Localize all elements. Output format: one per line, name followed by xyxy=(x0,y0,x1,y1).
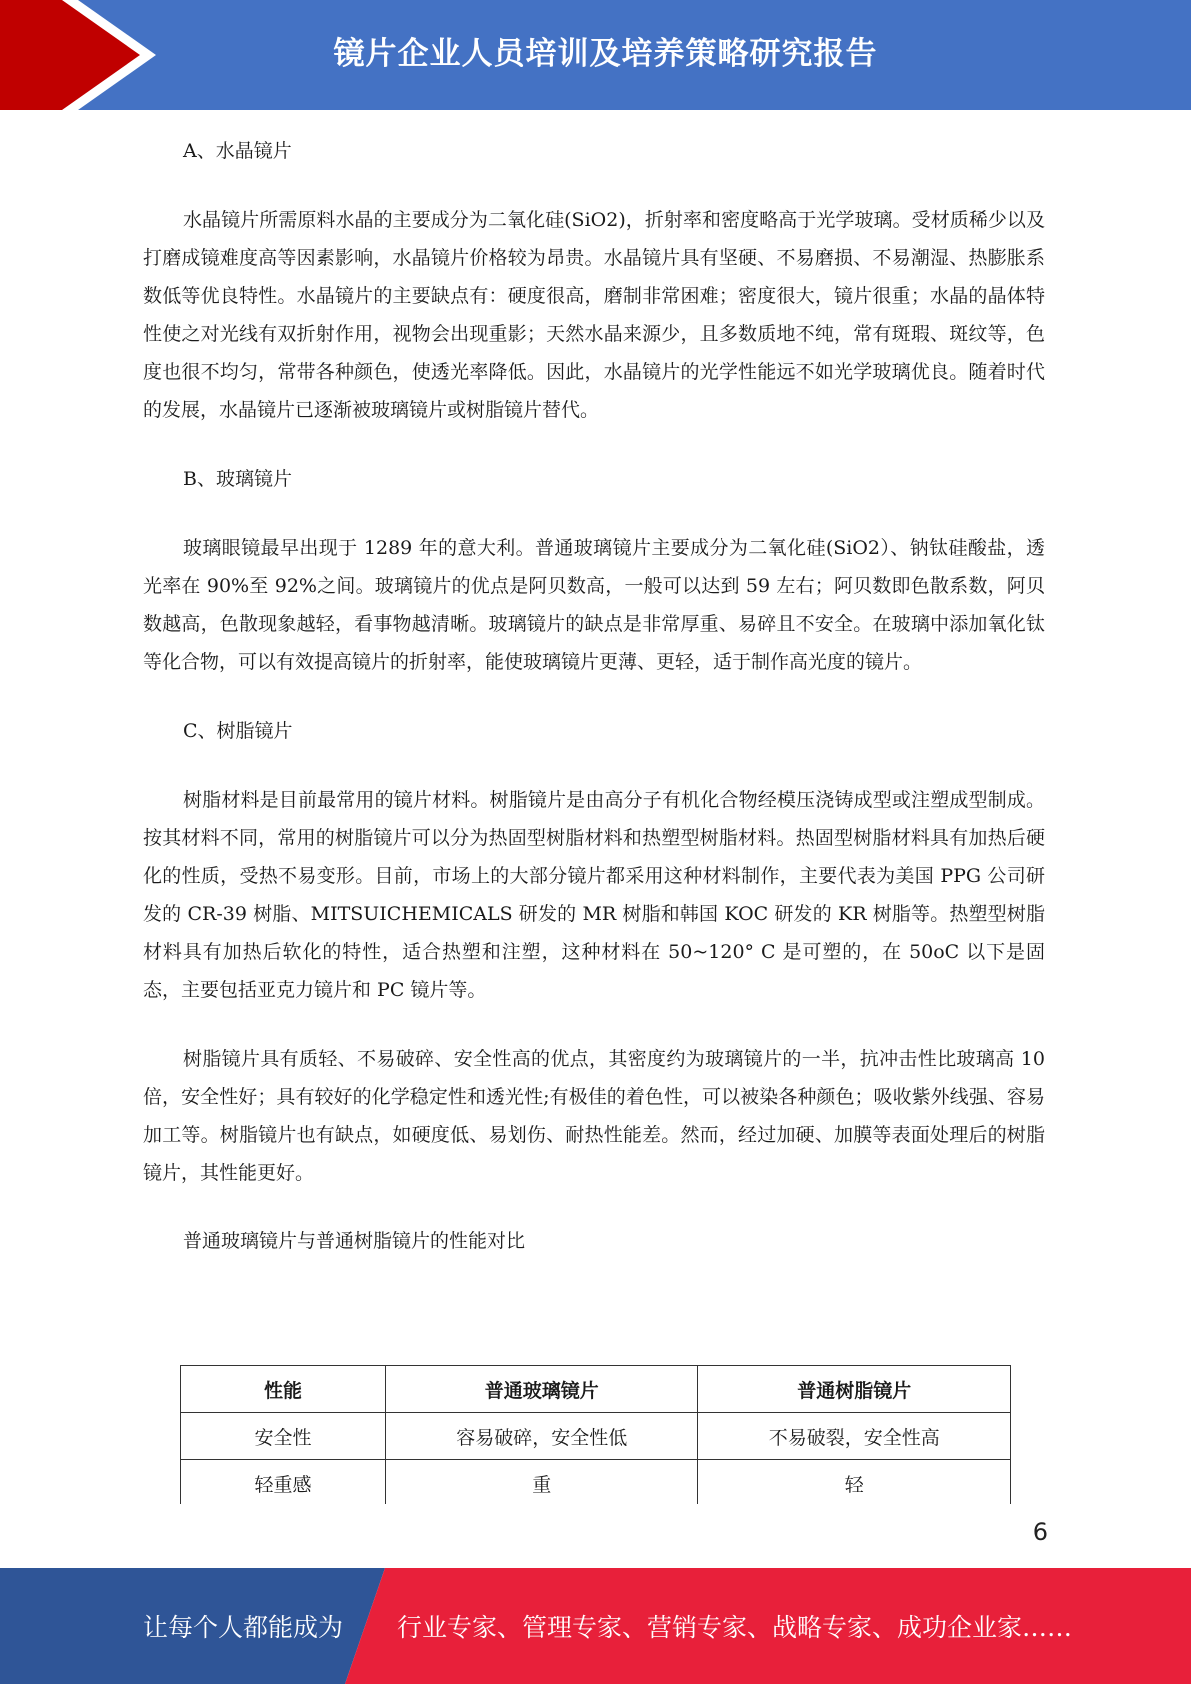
table-cell: 容易破碎，安全性低 xyxy=(385,1413,698,1460)
page-number: 6 xyxy=(1032,1518,1048,1546)
table-cell: 重 xyxy=(385,1460,698,1507)
table-continuation-mask xyxy=(0,1504,1191,1564)
section-c-paragraph-1: 树脂材料是目前最常用的镜片材料。树脂镜片是由高分子有机化合物经模压浇铸成型或注塑成型制成。按其材料不同，常用的树脂镜片可以分为热固型树脂材料和热塑型树脂材料。热固型树脂材料具有加热后硬化的性质，受热不易变形。目前，市场上的大部分镜片都采用这种材料制作，主要代表为美国 PPG 公司研发的 CR-39 树脂、MITSUICHEMICALS 研发的 MR 树脂和韩国 KOC 研发的 KR 树脂等。热塑型树脂材料具有加热后软化的特性，适合热塑和注塑，这种材料在 50~120° C 是可塑的，在 50oC 以下是固态，主要包括亚克力镜片和 PC 镜片等。 xyxy=(143,789,1045,1001)
table-header-cell: 普通树脂镜片 xyxy=(698,1366,1011,1413)
report-title: 镜片企业人员培训及培养策略研究报告 xyxy=(333,36,878,72)
table-cell: 安全性 xyxy=(181,1413,386,1460)
comparison-table xyxy=(180,1365,1011,1507)
table-caption: 普通玻璃镜片与普通树脂镜片的性能对比 xyxy=(183,1230,526,1252)
footer-slogan-left: 让每个人都能成为 xyxy=(143,1613,344,1642)
section-b-label: B、玻璃镜片 xyxy=(183,468,292,490)
document-body xyxy=(143,132,1045,1260)
table-header-cell: 普通玻璃镜片 xyxy=(385,1366,698,1413)
table-cell: 轻 xyxy=(698,1460,1011,1507)
section-a-paragraph: 水晶镜片所需原料水晶的主要成分为二氧化硅(SiO2)，折射率和密度略高于光学玻璃。受材质稀少以及打磨成镜难度高等因素影响，水晶镜片价格较为昂贵。水晶镜片具有坚硬、不易磨损、不易潮湿、热膨胀系数低等优良特性。水晶镜片的主要缺点有：硬度很高，磨制非常困难；密度很大，镜片很重；水晶的晶体特性使之对光线有双折射作用，视物会出现重影；天然水晶来源少，且多数质地不纯，常有斑瑕、斑纹等，色度也很不均匀，常带各种颜色，使透光率降低。因此，水晶镜片的光学性能远不如光学玻璃优良。随着时代的发展，水晶镜片已逐渐被玻璃镜片或树脂镜片替代。 xyxy=(143,209,1045,421)
table-cell: 轻重感 xyxy=(181,1460,386,1507)
table-row xyxy=(181,1413,1011,1460)
section-c-paragraph-2: 树脂镜片具有质轻、不易破碎、安全性高的优点，其密度约为玻璃镜片的一半，抗冲击性比玻璃高 10 倍，安全性好；具有较好的化学稳定性和透光性;有极佳的着色性，可以被染各种颜色；吸收紫外线强、容易加工等。树脂镜片也有缺点，如硬度低、易划伤、耐热性能差。然而，经过加硬、加膜等表面处理后的树脂镜片，其性能更好。 xyxy=(143,1048,1045,1184)
table-cell: 不易破裂，安全性高 xyxy=(698,1413,1011,1460)
section-a-label: A、水晶镜片 xyxy=(183,140,292,162)
table-header-row xyxy=(181,1366,1011,1413)
footer-slogan-right: 行业专家、管理专家、营销专家、战略专家、成功企业家…… xyxy=(397,1613,1073,1642)
section-b-paragraph: 玻璃眼镜最早出现于 1289 年的意大利。普通玻璃镜片主要成分为二氧化硅(SiO2）、钠钛硅酸盐，透光率在 90%至 92%之间。玻璃镜片的优点是阿贝数高，一般可以达到 59 左右；阿贝数即色散系数，阿贝数越高，色散现象越轻，看事物越清晰。玻璃镜片的缺点是非常厚重、易碎且不安全。在玻璃中添加氧化钛等化合物，可以有效提高镜片的折射率，能使玻璃镜片更薄、更轻，适于制作高光度的镜片。 xyxy=(143,537,1045,673)
page-footer xyxy=(0,1568,1191,1684)
page-header xyxy=(0,0,1191,110)
section-c-label: C、树脂镜片 xyxy=(183,720,293,742)
table-header-cell: 性能 xyxy=(181,1366,386,1413)
table-row xyxy=(181,1460,1011,1507)
